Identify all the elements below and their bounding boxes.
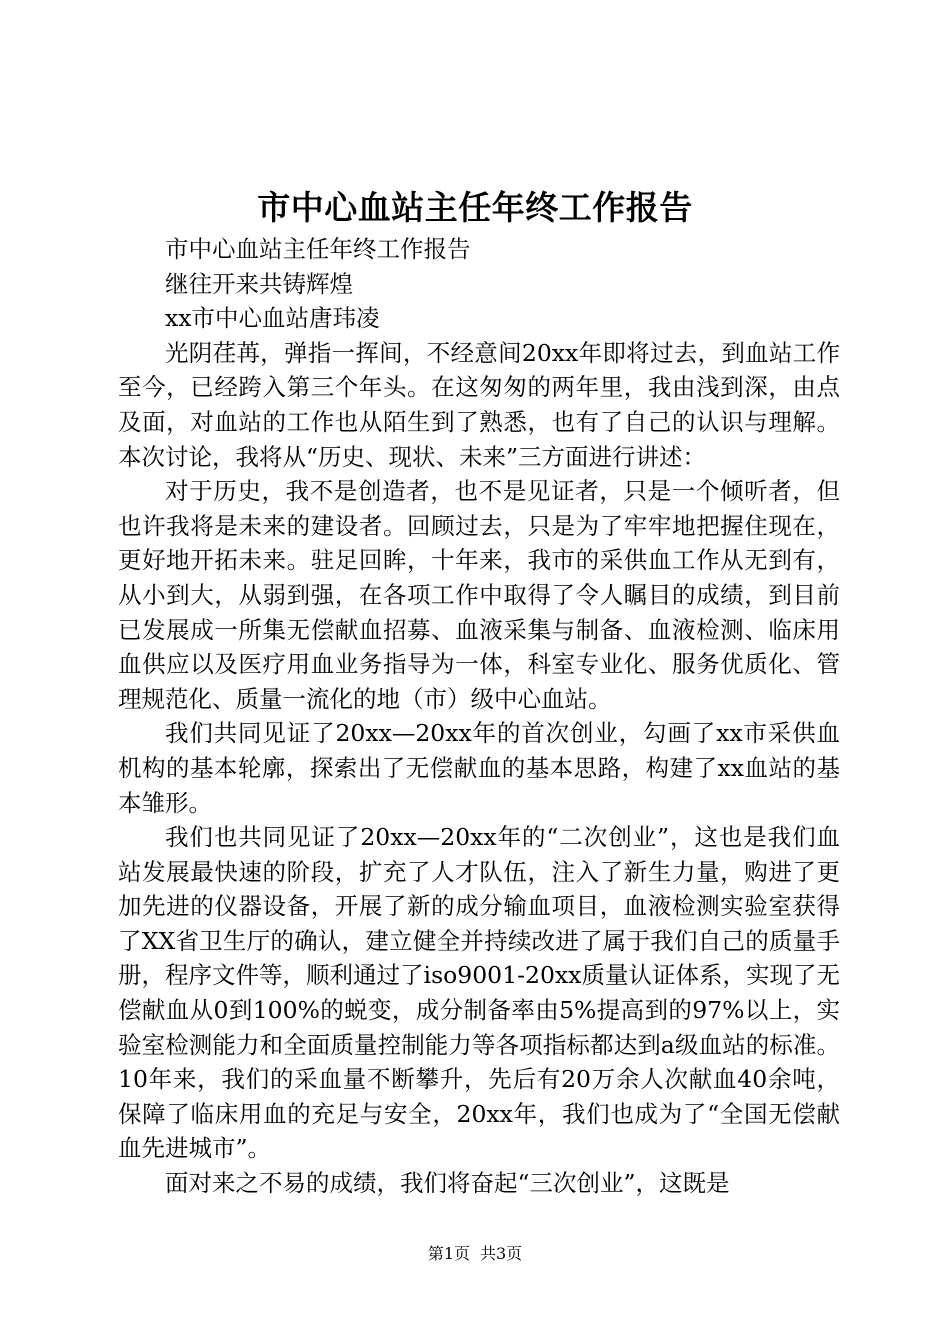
page-footer <box>0 1242 950 1266</box>
page-number: 第1页 <box>427 1244 470 1263</box>
paragraph-subtitle-report: 市中心血站主任年终工作报告 <box>165 235 471 263</box>
page-total: 共3页 <box>480 1244 523 1263</box>
document-title: 市中心血站主任年终工作报告 <box>257 188 693 227</box>
paragraph-author: xx市中心血站唐玮凌 <box>165 304 380 333</box>
paragraph-history: 对于历史，我不是创造者，也不是见证者，只是一个倾听者，但也许我将是未来的建设者。回顾过去，只是为了牢牢地把握住现在，更好地开拓未来。驻足回眸，十年来，我市的采供血工作从无到有，从小到大，从弱到强，在各项工作中取得了令人瞩目的成绩，到目前已发展成一所集无偿献血招募、血液采集与制备、血液检测、临床用血供应以及医疗用血业务指导为一体，科室专业化、服务优质化、管理规范化、质量一流化的地（市）级中心血站。 <box>118 477 840 713</box>
paragraph-slogan: 继往开来共铸辉煌 <box>165 269 353 298</box>
document-body <box>118 232 840 1201</box>
paragraph-third-venture: 面对来之不易的成绩，我们将奋起“三次创业”，这既是 <box>165 1169 730 1198</box>
paragraph-intro: 光阴荏苒，弹指一挥间，不经意间20xx年即将过去，到血站工作至今，已经跨入第三个年头。在这匆匆的两年里，我由浅到深，由点及面，对血站的工作也从陌生到了熟悉，也有了自己的认识与理解。本次讨论，我将从“历史、现状、未来”三方面进行讲述： <box>118 338 840 471</box>
paragraph-first-venture: 我们共同见证了20xx—20xx年的首次创业，勾画了xx市采供血机构的基本轮廓，探索出了无偿献血的基本思路，构建了xx血站的基本雏形。 <box>118 719 840 817</box>
paragraph-second-venture: 我们也共同见证了20xx—20xx年的“二次创业”，这也是我们血站发展最快速的阶段，扩充了人才队伍，注入了新生力量，购进了更加先进的仪器设备，开展了新的成分输血项目，血液检测实验室获得了XX省卫生厅的确认，建立健全并持续改进了属于我们自己的质量手册，程序文件等，顺利通过了iso9001-20xx质量认证体系，实现了无偿献血从0到100%的蜕变，成分制备率由5%提高到的97%以上，实验室检测能力和全面质量控制能力等各项指标都达到a级血站的标准。10年来，我们的采血量不断攀升，先后有20万余人次献血40余吨，保障了临床用血的充足与安全，20xx年，我们也成为了“全国无偿献血先进城市”。 <box>118 823 840 1163</box>
